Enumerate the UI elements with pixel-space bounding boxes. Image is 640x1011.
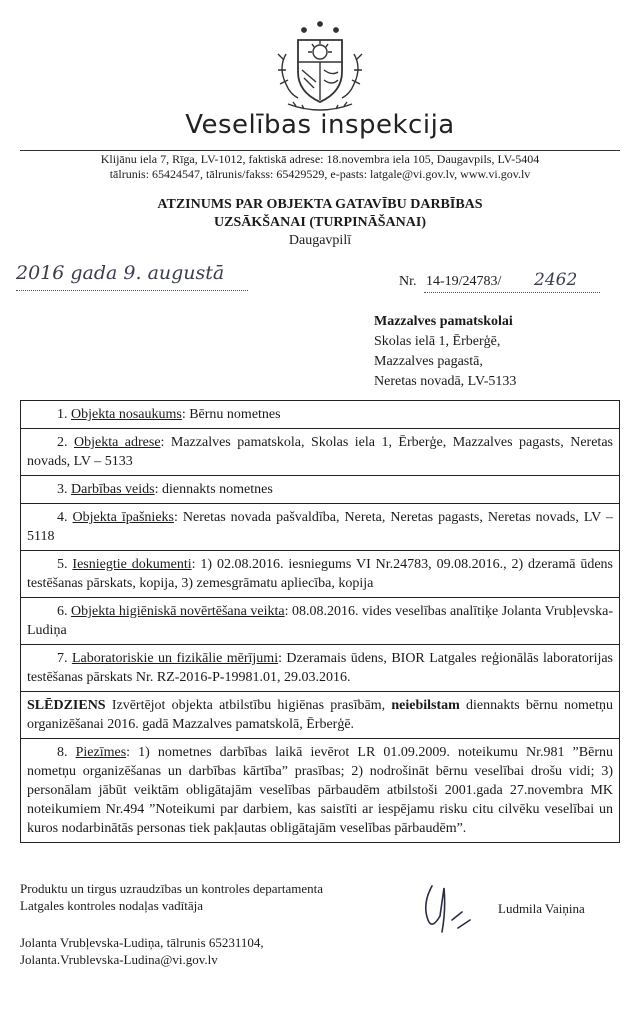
row-number: 1. (57, 407, 68, 422)
header-divider (20, 150, 620, 151)
conclusion-text-1: Izvērtējot objekta atbilstību higiēnas prasībām, (105, 698, 392, 713)
row-label: Objekta nosaukums (71, 407, 182, 422)
row-text: : Neretas novada pašvaldība, Nereta, Neretas pagasts, Neretas novads, LV – 5118 (27, 510, 614, 544)
document-place: Daugavpilī (288, 233, 352, 248)
notes-text: : 1) nometnes darbības laikā ievērot LR 01.09.2009. noteikumu Nr.981 ”Bērnu nometņu organizēšanas un darbības kārtība” prasības; 2) nodrošināt bērnu veselībai drošu vidi; 3) personālam jābūt veiktām obligātajām veselības pārbaudēm atbilstoši 2001.gada 27.novembra MK noteikumiem Nr.494 ”Noteikumi par darbiem, kas saistīti ar iespējamu risku citu cilvēku veselībai un kuros nodarbinātās personas tiek pakļautas obligātajām veselības pārbaudēm”. (27, 745, 613, 836)
conclusion-text-2: diennakts bērnu nometņu organizēšanai 2016. gadā Mazzalves pamatskolā, Ērberģē. (27, 698, 613, 732)
conclusion-row (21, 692, 619, 739)
row-label: Objekta adrese (73, 435, 161, 450)
department-line: Produktu un tirgus uzraudzības un kontroles departamenta (20, 881, 324, 896)
row-label: Iesniegtie dokumenti (72, 557, 192, 572)
recipient-line: Mazzalves pagastā, (374, 354, 483, 369)
recipient-name: Mazzalves pamatskolai (374, 314, 513, 329)
handwritten-date: 2016 gada 9. augustā (16, 262, 225, 284)
row-text: : Bērnu nometnes (181, 407, 281, 422)
row-text: : Dzeramais ūdens, BIOR Latgales reģionālās laboratorijas testēšanas pārskats Nr. RZ-2016-P-19981.01, 29.03.2016. (27, 651, 614, 685)
row-text: : Mazzalves pamatskola, Skolas iela 1, Ērberģe, Mazzalves pagasts, Neretas novads, LV – 5133 (27, 435, 613, 469)
contact-email: Jolanta.Vrublevska-Ludina@vi.gov.lv (20, 952, 218, 967)
details-table (20, 400, 620, 843)
conclusion-label: SLĒDZIENS (27, 698, 106, 713)
row-number: 7. (57, 651, 68, 666)
nr-label: Nr. (399, 274, 417, 289)
recipient-line: Neretas novadā, LV-5133 (374, 374, 517, 389)
row-label: Laboratoriskie un fizikālie mērījumi (71, 651, 279, 666)
signatory-name: Ludmila Vaiņina (498, 901, 585, 916)
details-row (21, 645, 619, 692)
contact-line: Jolanta Vrubļevska-Ludiņa, tālrunis 65231104, (20, 935, 264, 950)
details-row (21, 476, 619, 504)
department-block (20, 880, 323, 914)
document-title-line-1: ATZINUMS PAR OBJEKTA GATAVĪBU DARBĪBAS (157, 197, 483, 212)
row-number: 4. (57, 510, 68, 525)
row-label: Darbības veids (71, 482, 155, 497)
contact-block (20, 934, 264, 968)
handwritten-nr: 2462 (534, 270, 578, 290)
nr-underline (424, 292, 600, 293)
handwritten-signature-icon (418, 880, 482, 938)
row-label: Objekta īpašnieks (72, 510, 174, 525)
nr-value: 14-19/24783/ (426, 274, 502, 289)
details-row (21, 504, 619, 551)
row-number: 3. (57, 482, 68, 497)
notes-row (21, 739, 619, 843)
recipient-line: Skolas ielā 1, Ērberģē, (374, 334, 501, 349)
row-number: 8. (57, 745, 68, 760)
row-text: : diennakts nometnes (154, 482, 273, 497)
details-row (21, 598, 619, 645)
row-number: 5. (57, 557, 68, 572)
details-row (21, 401, 619, 429)
row-number: 2. (57, 435, 68, 450)
address-line-1: Klijānu iela 7, Rīga, LV-1012, faktiskā adrese: 18.novembra iela 105, Daugavpils, LV-5404 (100, 152, 540, 166)
document-title-line-2: UZSĀKŠANAI (TURPINĀŠANAI) (214, 215, 426, 230)
row-text: : 08.08.2016. vides veselības analītiķe Jolanta Vrubļevska-Ludiņa (27, 604, 613, 638)
row-text: : 1) 02.08.2016. iesniegums VI Nr.24783, 09.08.2016., 2) dzeramā ūdens testēšanas pārskats, kopija, 3) zemesgrāmatu apliecība, kopija (27, 557, 613, 591)
recipient-block (374, 312, 516, 392)
date-underline (16, 290, 248, 291)
address-line-2: tālrunis: 65424547, tālrunis/fakss: 65429529, e-pasts: latgale@vi.gov.lv, www.vi.gov.lv (109, 167, 531, 181)
details-row (21, 429, 619, 476)
row-number: 6. (57, 604, 68, 619)
latvia-coat-of-arms-icon (272, 14, 368, 118)
department-line: Latgales kontroles nodaļas vadītāja (20, 898, 204, 913)
notes-label: Piezīmes (75, 745, 127, 760)
details-row (21, 551, 619, 598)
row-label: Objekta higiēniskā novērtēšana veikta (71, 604, 285, 619)
agency-name: Veselības inspekcija (185, 110, 455, 140)
conclusion-verdict: neiebilstam (391, 698, 460, 713)
